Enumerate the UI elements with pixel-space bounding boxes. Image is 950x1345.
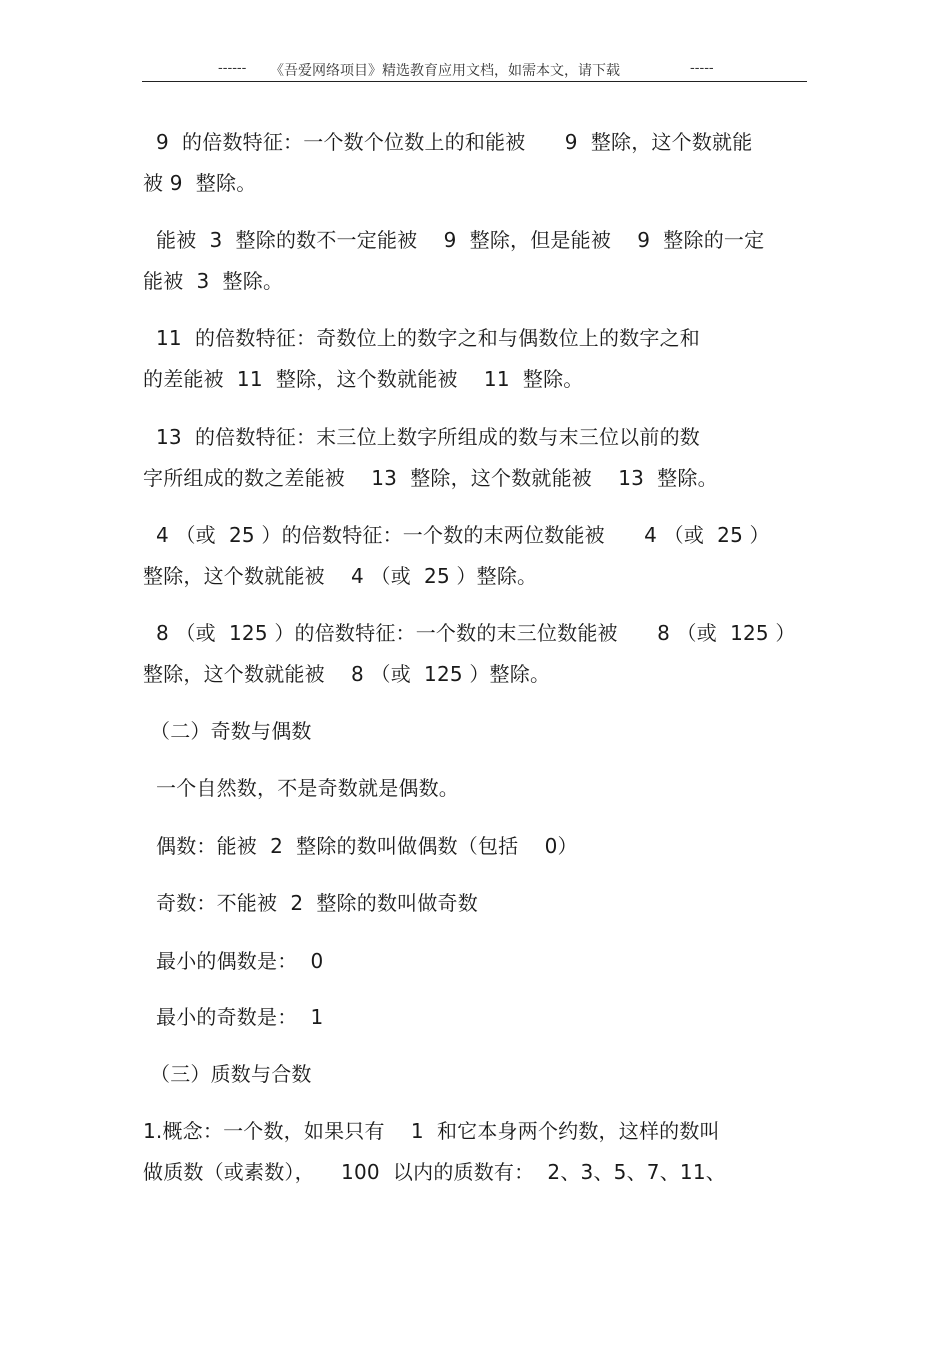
section-heading: （二）奇数与偶数 xyxy=(150,719,312,743)
text-line: 能被 3 整除。 xyxy=(143,269,284,293)
text-line: 13 的倍数特征：末三位上数字所组成的数与末三位以前的数 xyxy=(156,425,700,449)
section-heading: （三）质数与合数 xyxy=(150,1062,312,1086)
text-line: 能被 3 整除的数不一定能被 9 整除，但是能被 9 整除的一定 xyxy=(156,228,765,252)
text-line: 最小的奇数是： 1 xyxy=(156,1005,324,1029)
text-line: 奇数：不能被 2 整除的数叫做奇数 xyxy=(156,891,478,915)
text-line: 的差能被 11 整除，这个数就能被 11 整除。 xyxy=(143,367,584,391)
text-line: 1.概念：一个数，如果只有 1 和它本身两个约数，这样的数叫 xyxy=(143,1119,720,1143)
text-line: 被 9 整除。 xyxy=(143,171,257,195)
header-divider xyxy=(142,81,807,82)
page-header xyxy=(142,58,806,80)
text-line: 整除，这个数就能被 4 （或 25 ）整除。 xyxy=(143,564,538,588)
text-line: 11 的倍数特征：奇数位上的数字之和与偶数位上的数字之和 xyxy=(156,326,700,350)
text-line: 4 （或 25 ）的倍数特征：一个数的末两位数能被 4 （或 25 ） xyxy=(156,523,770,547)
text-line: 最小的偶数是： 0 xyxy=(156,949,324,973)
header-title: 《吾爱网络项目》精选教育应用文档，如需本文，请下载 xyxy=(270,63,620,79)
text-line: 整除，这个数就能被 8 （或 125 ）整除。 xyxy=(143,662,551,686)
text-line: 一个自然数，不是奇数就是偶数。 xyxy=(156,776,459,800)
text-line: 8 （或 125 ）的倍数特征：一个数的末三位数能被 8 （或 125 ） xyxy=(156,621,796,645)
text-line: 偶数：能被 2 整除的数叫做偶数（包括 0） xyxy=(156,834,578,858)
text-line: 字所组成的数之差能被 13 整除，这个数就能被 13 整除。 xyxy=(143,466,718,490)
header-left-dashes: ------ xyxy=(218,60,247,76)
header-right-dashes: ----- xyxy=(690,60,714,76)
text-line: 做质数（或素数）， 100 以内的质数有： 2、3、5、7、11、 xyxy=(143,1160,726,1184)
text-line: 9 的倍数特征：一个数个位数上的和能被 9 整除，这个数就能 xyxy=(156,130,753,154)
